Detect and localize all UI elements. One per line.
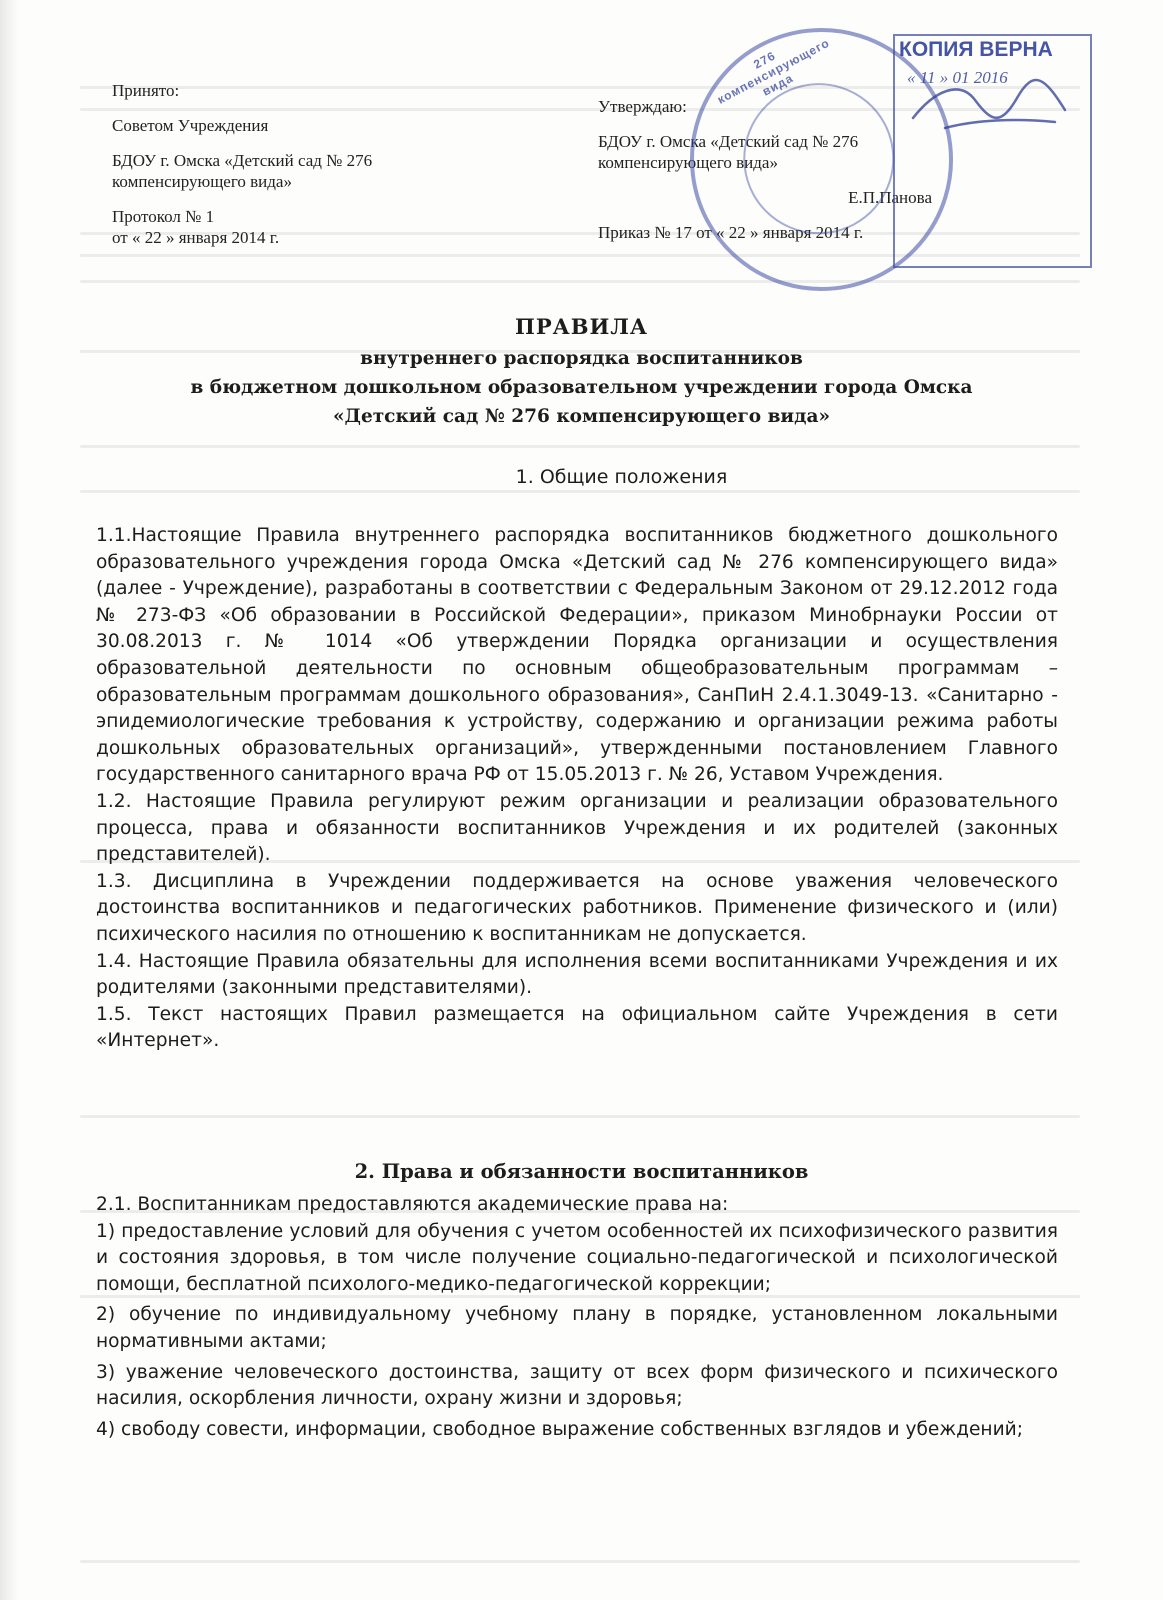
copy-stamp-title: КОПИЯ ВЕРНА <box>899 38 1053 61</box>
right-item-2: 2) обучение по индивидуальному учебному плану в порядке, установленном локальными нормативными актами; <box>96 1304 1058 1352</box>
bleed-through-line <box>80 445 1080 448</box>
paragraph-1-5: 1.5. Текст настоящих Правил размещается на официальном сайте Учреждения в сети «Интернет». <box>96 1003 1058 1052</box>
copy-stamp-date: « 11 » 01 2016 <box>907 68 1008 87</box>
paragraph-1-4: 1.4. Настоящие Правила обязательны для исполнения всеми воспитанниками Учреждения и их родителями (законными представителями). <box>96 950 1058 999</box>
right-item-1: 1) предоставление условий для обучения с учетом особенностей их психофизического развития и состояния здоровья, в том числе получение социально-педагогической и психологической помощи, бесплатной психолого-медико-педагогической коррекции; <box>96 1220 1058 1295</box>
signatory-name: Е.П.Панова <box>848 188 932 207</box>
section-1-heading: 1. Общие положения <box>515 466 728 488</box>
header-accepted-block <box>112 80 372 248</box>
paragraph-1-2: 1.2. Настоящие Правила регулируют режим организации и реализации образовательного процесса, права и обязанности воспитанников Учреждения и их родителей (законных представителей). <box>96 790 1058 866</box>
bleed-through-line <box>80 490 1080 493</box>
scan-edge-shadow <box>0 0 18 1600</box>
handwritten-signature <box>905 70 1075 140</box>
title-line-3: «Детский сад № 276 компенсирующего вида» <box>332 406 831 427</box>
approved-org-line1: БДОУ г. Омска «Детский сад № 276 <box>598 132 859 151</box>
bleed-through-line <box>80 1115 1080 1118</box>
paragraph-1-3: 1.3. Дисциплина в Учреждении поддерживается на основе уважения человеческого достоинства воспитанников и педагогических работников. Применение физического и (или) психического насилия по отношению к воспитанникам не допускается. <box>96 870 1058 945</box>
section-1-body <box>96 523 1058 1055</box>
approved-org-line2: компенсирующего вида» <box>598 153 778 172</box>
bleed-through-line <box>80 280 1080 283</box>
order-line: Приказ № 17 от « 22 » января 2014 г. <box>598 223 864 242</box>
accepted-org-line1: БДОУ г. Омска «Детский сад № 276 <box>112 151 373 170</box>
section-2-body <box>96 1192 1058 1443</box>
accepted-label: Принято: <box>112 81 180 100</box>
protocol-date: от « 22 » января 2014 г. <box>112 228 280 247</box>
paragraph-2-1: 2.1. Воспитанникам предоставляются академические права на: <box>96 1194 729 1215</box>
approved-label: Утверждаю: <box>598 97 687 116</box>
section-2-heading: 2. Права и обязанности воспитанников <box>354 1160 809 1183</box>
seal-text: 276 компенсирующего вида <box>714 35 833 107</box>
paragraph-1-1: 1.1.Настоящие Правила внутреннего распорядка воспитанников бюджетного дошкольного образовательного учреждения города Омска «Детский сад № 276 компенсирующего вида» (далее - Учреждение), разработаны в соответствии с Федеральным Законом от 29.12.2012 года № 273-ФЗ «Об образовании в Российской Федерации», приказом Минобрнауки России от 30.08.2013 г. № 1014 «Об утверждении Порядка организации и осуществления образовательной деятельности по основным общеобразовательным программам – образовательным программам дошкольного образования», СанПиН 2.4.1.3049-13. «Санитарно - эпидемиологические требования к устройству, содержанию и организации режима работы дошкольных образовательных организаций», утвержденными постановлением Главного государственного санитарного врача РФ от 15.05.2013 г. № 26, Уставом Учреждения. <box>96 525 1058 786</box>
bleed-through-line <box>80 1560 1080 1563</box>
title-line-2: в бюджетном дошкольном образовательном учреждении города Омска <box>190 377 973 398</box>
accepted-org-line2: компенсирующего вида» <box>112 172 292 191</box>
right-item-3: 3) уважение человеческого достоинства, защиту от всех форм физического и психического насилия, оскорбления личности, охрану жизни и здоровья; <box>96 1361 1058 1410</box>
protocol-number: Протокол № 1 <box>112 207 215 226</box>
right-item-4: 4) свободу совести, информации, свободное выражение собственных взглядов и убеждений; <box>96 1418 1024 1440</box>
document-title: ПРАВИЛА <box>515 314 648 339</box>
accepted-by: Советом Учреждения <box>112 116 269 135</box>
title-line-1: внутреннего распорядка воспитанников <box>360 348 803 369</box>
